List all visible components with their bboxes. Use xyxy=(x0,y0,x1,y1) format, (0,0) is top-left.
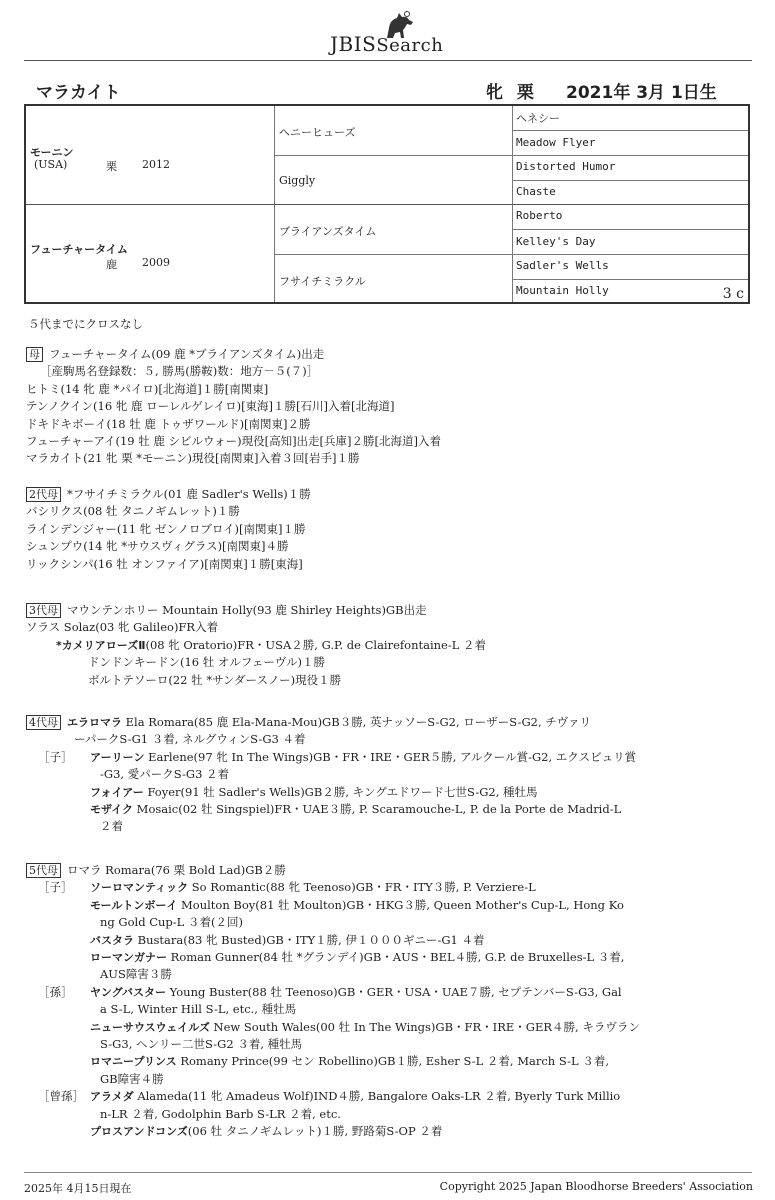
horse-link[interactable]: アラメダ xyxy=(90,1090,134,1104)
family-line xyxy=(26,503,240,520)
pedigree-gen2-cell[interactable]: ブライアンズタイム xyxy=(279,225,377,238)
section-header-line xyxy=(26,862,286,879)
family-line xyxy=(100,966,172,983)
pedigree-gen3-cell[interactable]: Meadow Flyer xyxy=(516,136,596,149)
pedigree-gen2-cell[interactable]: フサイチミラクル xyxy=(279,275,366,288)
family-line xyxy=(90,1053,609,1070)
record-text: -G3, 愛パークS-G3 ２着 xyxy=(100,767,230,782)
horse-link[interactable]: ローマンガナー xyxy=(90,951,167,964)
record-text: Young Buster(88 牡 Teenoso)GB・GER・USA・UAE７勝, セプテンバーS-G3, Gal xyxy=(166,984,622,999)
record-text: GB障害４勝 xyxy=(100,1071,164,1086)
family-line xyxy=(90,784,538,801)
dam-name: フューチャータイム xyxy=(30,243,128,256)
horse-header xyxy=(30,78,750,102)
horse-sex-color: 牝 栗 xyxy=(486,83,538,103)
record-text: フューチャーアイ(19 牡 鹿 シビルウォー)現役[高知]出走[兵庫]２勝[北海道]入着 xyxy=(26,434,441,448)
family-line xyxy=(90,932,485,949)
pedigree-dam[interactable]: フューチャータイム 鹿 2009 xyxy=(30,243,170,271)
family-line xyxy=(100,1106,341,1123)
horse-link[interactable]: モザイク xyxy=(90,803,134,816)
record-text: *フサイチミラクル(01 鹿 Sadler's Wells)１勝 xyxy=(67,487,311,501)
section-header-line xyxy=(26,714,591,731)
generation-tag: 5代母 xyxy=(26,863,61,878)
record-text: Romany Prince(99 セン Robellino)GB１勝, Esher S-L ２着, March S-L ３着, xyxy=(176,1054,610,1069)
record-text: New South Wales(00 牡 In The Wings)GB・FR・IRE・GER４勝, キラヴラン xyxy=(209,1019,640,1034)
record-text: ロマラ Romara(76 栗 Bold Lad)GB２勝 xyxy=(67,863,286,877)
pedigree-gen2-cell[interactable]: ヘニーヒューズ xyxy=(279,126,356,139)
record-text: So Romantic(88 牝 Teenoso)GB・FR・ITY３勝, P. Verziere-L xyxy=(188,880,536,895)
sire-name: モーニン xyxy=(30,146,74,159)
record-text: ボルトテソーロ(22 牡 *サンダースノー)現役１勝 xyxy=(88,672,342,687)
section-header-line xyxy=(26,602,427,619)
pedigree-gen3-cell[interactable]: Roberto xyxy=(516,209,563,222)
pedigree-gen3-cell[interactable]: Kelley's Day xyxy=(516,235,596,248)
record-text: テンノクイン(16 牝 鹿 ローレルゲレイロ)[東海]１勝[石川]入着[北海道] xyxy=(26,399,395,414)
record-text: Moulton Boy(81 牡 Moulton)GB・HKG３勝, Queen Mother's Cup-L, Hong Ko xyxy=(177,897,624,912)
family-line xyxy=(74,731,306,748)
jbis-logo[interactable] xyxy=(318,10,468,56)
horse-link[interactable]: ヤングバスター xyxy=(90,985,167,999)
record-text: ーパークS-G1 ３着, ネルグウィンS-G3 ４着 xyxy=(74,732,306,747)
horse-link[interactable]: ソーロマンティック xyxy=(90,881,189,895)
record-text: ヒトミ(14 牝 鹿 *パイロ)[北海道]１勝[南関東] xyxy=(26,381,269,396)
family-line xyxy=(26,521,306,538)
family-line xyxy=(100,766,229,783)
record-text: ドキドキボーイ(18 牡 鹿 トゥザワールド)[南関東]２勝 xyxy=(26,416,311,431)
header-divider xyxy=(24,60,752,61)
family-line xyxy=(26,416,311,433)
horse-link[interactable]: *カメリアローズⅡ xyxy=(56,638,146,652)
family-line xyxy=(26,538,289,555)
pedigree-gen3-cell[interactable]: Distorted Humor xyxy=(516,160,616,173)
pedigree-gen3-cell[interactable]: Sadler's Wells xyxy=(516,259,609,272)
horse-link[interactable]: ニューサウスウェイルズ xyxy=(90,1020,210,1034)
pedigree-gen3-cell[interactable]: ヘネシー xyxy=(516,112,560,125)
record-text: シュンプウ(14 牝 *サウスヴィグラス)[南関東]４勝 xyxy=(26,539,289,554)
record-text: Foyer(91 牡 Sadler's Wells)GB２勝, キングエドワード七世S-G2, 種牡馬 xyxy=(143,784,538,799)
family-line xyxy=(100,1036,302,1053)
record-text: Bustara(83 牝 Busted)GB・ITY１勝, 伊１０００ギニー-G1 ４着 xyxy=(134,932,485,947)
record-text: Ela Romara(85 鹿 Ela-Mana-Mou)GB３勝, 英ナッソーS-G2, ローザーS-G2, チヴァリ xyxy=(122,715,592,729)
record-text: a S-L, Winter Hill S-L, etc., 種牡馬 xyxy=(100,1002,297,1017)
family-line xyxy=(26,433,441,450)
family-line xyxy=(90,1019,640,1036)
record-text: AUS障害３勝 xyxy=(100,967,172,982)
record-text: (08 牝 Oratorio)FR・USA２勝, G.P. de Clairefontaine-L ２着 xyxy=(145,637,487,652)
family-line xyxy=(26,398,394,415)
family-line xyxy=(26,450,359,467)
relation-label: ［子］ xyxy=(38,749,73,764)
family-line xyxy=(90,949,624,966)
record-text: ドンドンキードン(16 牡 オルフェーヴル)１勝 xyxy=(88,655,325,670)
pedigree-gen3-cell[interactable]: Mountain Holly 3 c xyxy=(516,284,744,302)
generation-tag: 3代母 xyxy=(26,603,61,618)
horse-link[interactable]: プロスアンドコンズ xyxy=(90,1125,188,1138)
record-text: マラカイト(21 牝 栗 *モーニン)現役[南関東]入着３回[岩手]１勝 xyxy=(26,451,360,466)
record-text: n-LR ２着, Godolphin Barb S-LR ２着, etc. xyxy=(100,1106,341,1121)
record-text: ２着 xyxy=(100,819,123,834)
footer-date: 2025年 4月15日現在 xyxy=(24,1182,132,1195)
record-text: ソラス Solaz(03 牝 Galileo)FR入着 xyxy=(26,620,219,635)
record-text: Earlene(97 牝 In The Wings)GB・FR・IRE・GER５勝, アルクール賞-G2, エクスビュリ賞 xyxy=(144,749,637,764)
horse-link[interactable]: フォイアー xyxy=(90,785,144,799)
family-line xyxy=(90,897,624,914)
record-text: ng Gold Cup-L ３着(２回) xyxy=(100,915,243,930)
family-line xyxy=(38,749,636,766)
generation-tag: 4代母 xyxy=(26,715,61,730)
horse-link[interactable]: バスタラ xyxy=(90,933,134,947)
family-line xyxy=(26,619,218,636)
footer-divider xyxy=(24,1172,752,1173)
relation-label: ［孫］ xyxy=(38,984,73,999)
family-line xyxy=(100,818,123,835)
record-text: S-G3, ヘンリー二世S-G2 ３着, 種牡馬 xyxy=(100,1037,303,1051)
generation-tag: 2代母 xyxy=(26,487,61,502)
record-text: Alameda(11 牝 Amadeus Wolf)IND４勝, Bangalore Oaks-LR ２着, Byerly Turk Millio xyxy=(133,1089,621,1104)
cross-note: 3 c xyxy=(722,286,744,302)
record-text: バシリクス(08 牡 タニノギムレット)１勝 xyxy=(26,504,240,519)
family-line xyxy=(100,1071,164,1088)
pedigree-sire[interactable]: モーニン (USA) 栗 2012 xyxy=(30,146,170,173)
family-line xyxy=(100,1001,296,1018)
family-line xyxy=(88,654,325,671)
record-text: ラインデンジャー(11 牝 ゼンノロブロイ)[南関東]１勝 xyxy=(26,521,306,536)
record-text: リックシンパ(16 牡 オンファイア)[南関東]１勝[東海] xyxy=(26,556,303,571)
horse-link[interactable]: ロマニープリンス xyxy=(90,1055,177,1069)
family-line xyxy=(38,879,536,896)
horse-link[interactable]: アーリーン xyxy=(90,750,145,764)
section-header-line xyxy=(26,486,311,503)
family-line xyxy=(26,381,268,398)
relation-label: ［曾孫］ xyxy=(38,1089,84,1104)
pedigree-gen3-cell[interactable]: Chaste xyxy=(516,185,556,198)
cross-line: ５代までにクロスなし xyxy=(28,317,143,331)
horse-name: マラカイト xyxy=(36,83,121,103)
family-line xyxy=(38,1088,620,1105)
family-line xyxy=(90,801,621,818)
record-text: ［産駒馬名登録数：５, 勝馬(勝鞍)数：地方－５(７)］ xyxy=(40,364,319,379)
generation-tag: 母 xyxy=(26,347,43,362)
pedigree-table xyxy=(24,104,750,304)
horse-dob: 2021年 3月 1日生 xyxy=(566,83,717,103)
family-line xyxy=(100,914,243,931)
family-line xyxy=(56,637,486,654)
record-text: Roman Gunner(84 牡 *グランデイ)GB・AUS・BEL４勝, G.P. de Bruxelles-L ３着, xyxy=(167,950,625,964)
logo-wordmark: JBISSearch xyxy=(330,32,444,56)
family-line xyxy=(88,672,341,689)
record-text: Mosaic(02 牡 Singspiel)FR・UAE３勝, P. Scaramouche-L, P. de la Porte de Madrid-L xyxy=(133,802,622,816)
family-line xyxy=(40,363,318,380)
footer-copyright: Copyright 2025 Japan Bloodhorse Breeders' Association xyxy=(439,1180,753,1193)
record-text: フューチャータイム(09 鹿 *ブライアンズタイム)出走 xyxy=(49,347,325,361)
record-text: (06 牡 タニノギムレット)１勝, 野路菊S-OP ２着 xyxy=(187,1124,443,1138)
horse-link[interactable]: エラロマラ xyxy=(67,716,122,729)
family-line xyxy=(26,556,303,573)
family-line xyxy=(38,984,622,1001)
family-line xyxy=(90,1123,442,1140)
record-text: マウンテンホリー Mountain Holly(93 鹿 Shirley Heights)GB出走 xyxy=(67,603,427,617)
section-header-line xyxy=(26,346,324,363)
pedigree-gen2-cell[interactable]: Giggly xyxy=(279,174,316,187)
horse-link[interactable]: モールトンボーイ xyxy=(90,898,178,912)
relation-label: ［子］ xyxy=(38,880,73,895)
